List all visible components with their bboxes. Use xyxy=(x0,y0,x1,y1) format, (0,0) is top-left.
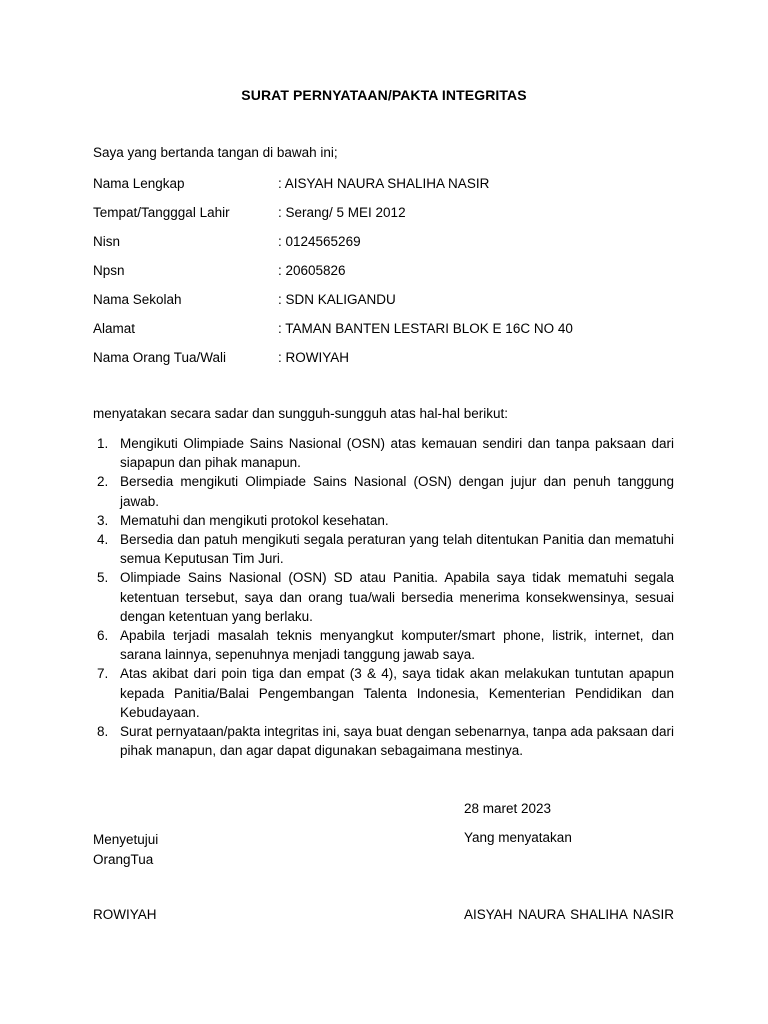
list-item-number: 5. xyxy=(97,570,109,586)
list-item-number: 3. xyxy=(97,512,109,528)
field-label: Alamat xyxy=(93,321,136,336)
field-row-alamat xyxy=(93,321,693,341)
list-item xyxy=(93,626,674,664)
list-item-number: 1. xyxy=(97,436,109,451)
list-item-number: 6. xyxy=(97,628,109,644)
declarant-label: Yang menyatakan xyxy=(464,830,572,845)
field-label: Nisn xyxy=(93,234,121,249)
field-label: Nama Orang Tua/Wali xyxy=(93,350,227,365)
list-item-number: 7. xyxy=(97,666,109,682)
field-row-tempat-tanggal-lahir xyxy=(93,205,693,225)
list-item-text: Olimpiade Sains Nasional (OSN) SD atau Panitia. Apabila saya tidak mematuhi segala ketentuan tersebut, saya dan orang tua/wali bersedia menerima konsekwensinya, sesuai dengan ketentuan yang berlaku. xyxy=(120,570,674,624)
field-value: : ROWIYAH xyxy=(278,350,350,365)
approval-block xyxy=(93,830,158,869)
student-signature-name: AISYAH NAURA SHALIHA NASIR xyxy=(464,907,674,922)
field-value: : SDN KALIGANDU xyxy=(278,292,396,307)
list-item-text: Bersedia dan patuh mengikuti segala peraturan yang telah ditentukan Panitia dan mematuhi semua Keputusan Tim Juri. xyxy=(120,532,674,567)
list-item-text: Mengikuti Olimpiade Sains Nasional (OSN) atas kemauan sendiri dan tanpa paksaan dari siapapun dan pihak manapun. xyxy=(120,436,674,471)
list-item-text: Bersedia mengikuti Olimpiade Sains Nasional (OSN) dengan jujur dan penuh tanggung jawab. xyxy=(120,474,674,509)
list-item xyxy=(93,434,674,472)
list-item-number: 2. xyxy=(97,474,109,490)
letter-date: 28 maret 2023 xyxy=(464,801,552,816)
field-row-npsn xyxy=(93,263,693,283)
field-row-nama-sekolah xyxy=(93,292,693,312)
field-row-nama-lengkap xyxy=(93,176,693,196)
document-title: SURAT PERNYATAAN/PAKTA INTEGRITAS xyxy=(241,87,527,103)
list-item xyxy=(93,530,674,568)
field-label: Tempat/Tangggal Lahir xyxy=(93,205,230,220)
field-value: : TAMAN BANTEN LESTARI BLOK E 16C NO 40 xyxy=(278,321,573,336)
field-value: : 20605826 xyxy=(278,263,346,278)
list-item xyxy=(93,511,674,530)
list-item-text: Surat pernyataan/pakta integritas ini, saya buat dengan sebenarnya, tanpa ada paksaan dari pihak manapun, dan agar dapat digunakan sebagaimana mestinya. xyxy=(120,724,674,759)
list-item-text: Atas akibat dari poin tiga dan empat (3 & 4), saya tidak akan melakukan tuntutan apapun kepada Panitia/Balai Pengembangan Talenta Indonesia, Kementerian Pendidikan dan Kebudayaan. xyxy=(120,666,674,720)
field-row-nisn xyxy=(93,234,693,254)
list-item xyxy=(93,722,674,760)
parent-signature-name: ROWIYAH xyxy=(93,907,157,922)
intro-text: Saya yang bertanda tangan di bawah ini; xyxy=(93,145,338,160)
field-value: : Serang/ 5 MEI 2012 xyxy=(278,205,406,220)
statement-text: menyatakan secara sadar dan sungguh-sungguh atas hal-hal berikut: xyxy=(93,406,509,421)
field-label: Nama Sekolah xyxy=(93,292,182,307)
field-row-nama-orang-tua xyxy=(93,350,693,370)
field-value: : 0124565269 xyxy=(278,234,361,249)
list-item-number: 8. xyxy=(97,724,109,740)
list-item-text: Mematuhi dan mengikuti protokol kesehatan. xyxy=(120,512,389,528)
list-item xyxy=(93,472,674,510)
approval-label: Menyetujui xyxy=(93,832,159,847)
list-item xyxy=(93,568,674,626)
list-item xyxy=(93,664,674,722)
statement-list xyxy=(93,434,674,760)
list-item-text: Apabila terjadi masalah teknis menyangkut komputer/smart phone, listrik, internet, dan sarana lainnya, sepenuhnya menjadi tanggung jawab saya. xyxy=(120,628,674,663)
list-item-number: 4. xyxy=(97,532,109,548)
field-label: Npsn xyxy=(93,263,125,278)
approval-role: OrangTua xyxy=(93,851,154,867)
field-value: : AISYAH NAURA SHALIHA NASIR xyxy=(278,176,490,191)
field-label: Nama Lengkap xyxy=(93,176,185,191)
